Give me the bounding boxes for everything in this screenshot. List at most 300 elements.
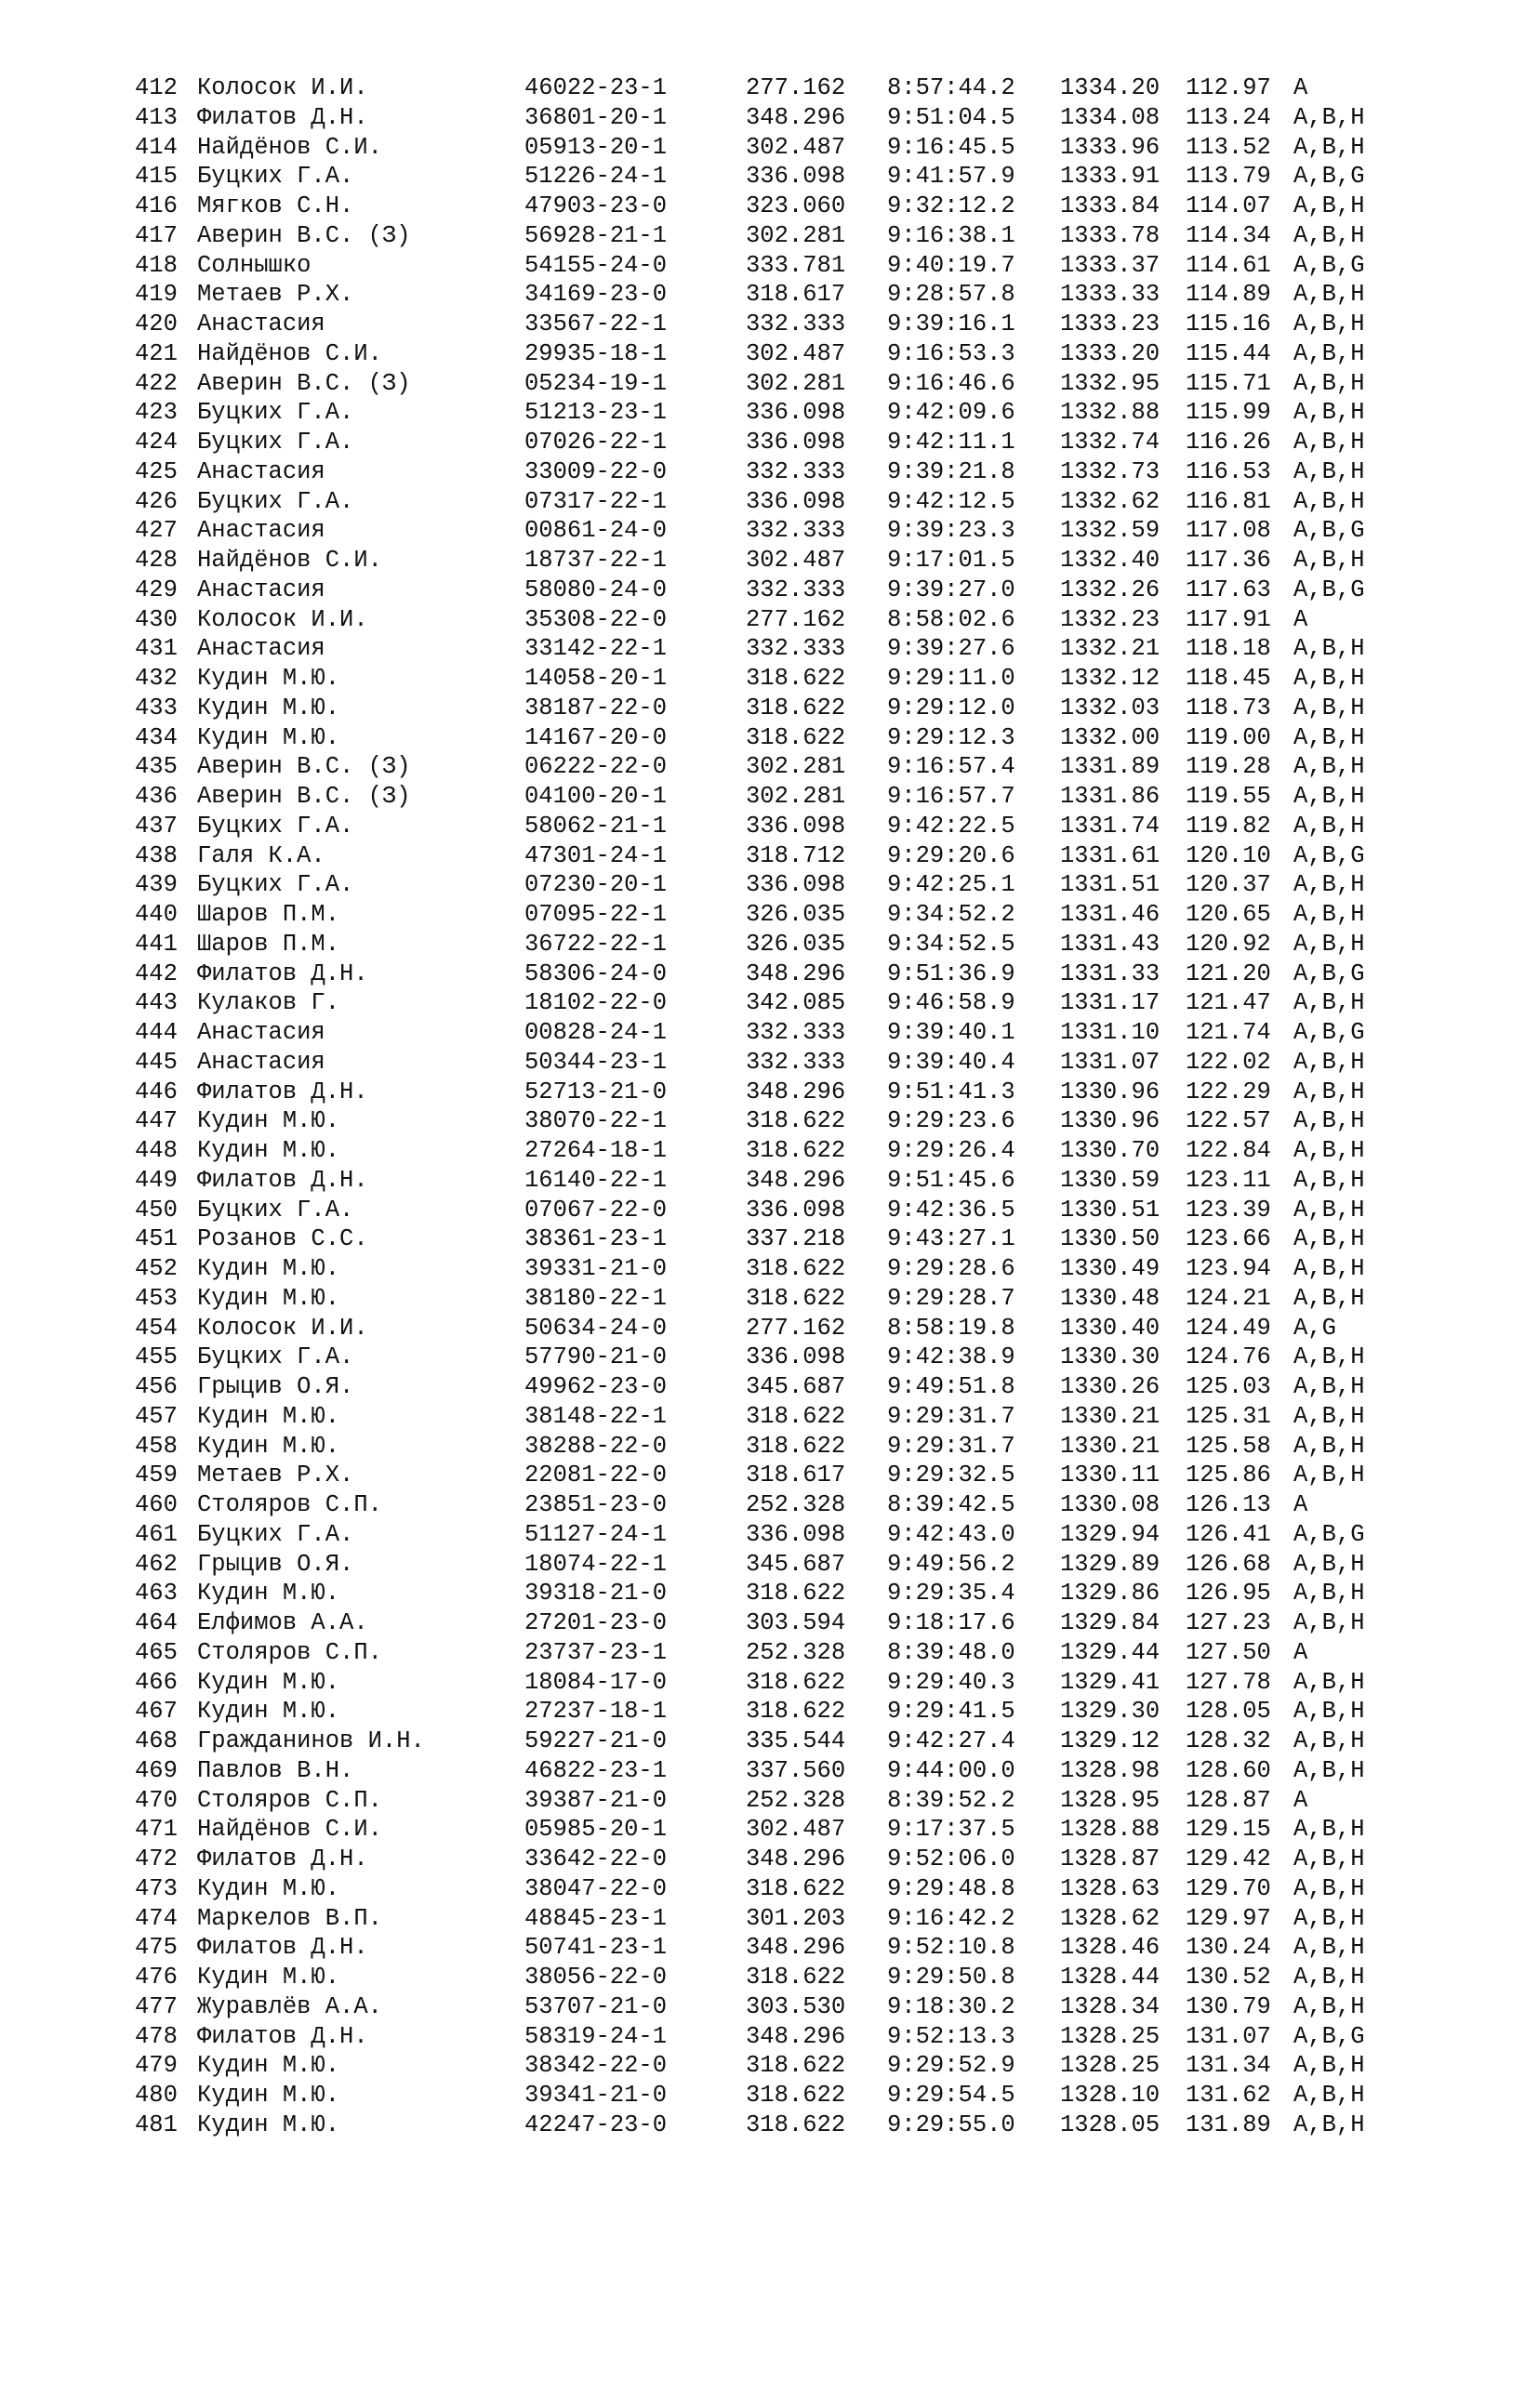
- speed-value: 1330.48: [1060, 1284, 1160, 1312]
- distance-value: 277.162: [746, 1314, 846, 1342]
- place-number: 454: [135, 1314, 178, 1342]
- speed-value: 1332.59: [1060, 517, 1160, 545]
- place-number: 423: [135, 399, 178, 427]
- arrival-time: 9:29:28.6: [887, 1255, 1015, 1282]
- category-flags: A: [1293, 74, 1308, 101]
- fancier-name: Буцких Г.А.: [197, 812, 354, 840]
- distance-value: 348.296: [746, 1846, 846, 1872]
- category-flags: A,B,H: [1293, 1934, 1365, 1962]
- distance-value: 348.296: [746, 1166, 846, 1194]
- ring-number: 49962-23-0: [524, 1373, 668, 1400]
- result-row: [0, 1638, 1308, 1668]
- coefficient-value: 113.79: [1186, 163, 1271, 191]
- coefficient-value: 125.58: [1186, 1432, 1271, 1460]
- ring-number: 36722-22-1: [524, 930, 668, 958]
- distance-value: 332.333: [746, 576, 846, 603]
- category-flags: A,B,G: [1293, 251, 1365, 279]
- ring-number: 38342-22-0: [524, 2052, 668, 2080]
- category-flags: A,B,H: [1293, 1609, 1365, 1636]
- distance-value: 318.622: [746, 1284, 846, 1312]
- ring-number: 07026-22-1: [524, 429, 668, 456]
- place-number: 471: [135, 1816, 178, 1844]
- result-row: [0, 457, 1365, 487]
- result-row: [0, 1874, 1365, 1904]
- category-flags: A,B,H: [1293, 694, 1365, 721]
- arrival-time: 9:28:57.8: [887, 281, 1015, 309]
- distance-value: 318.622: [746, 1255, 846, 1282]
- arrival-time: 9:18:30.2: [887, 1992, 1015, 2020]
- ring-number: 58062-21-1: [524, 812, 668, 840]
- result-row: [0, 428, 1365, 457]
- coefficient-value: 120.92: [1186, 930, 1271, 958]
- distance-value: 323.060: [746, 192, 846, 219]
- ring-number: 33567-22-1: [524, 311, 668, 337]
- result-row: [0, 694, 1365, 723]
- speed-value: 1332.40: [1060, 547, 1160, 574]
- distance-value: 302.487: [746, 547, 846, 574]
- place-number: 456: [135, 1373, 178, 1400]
- speed-value: 1328.62: [1060, 1904, 1160, 1932]
- place-number: 440: [135, 901, 178, 928]
- result-row: [0, 870, 1365, 900]
- fancier-name: Кудин М.Ю.: [197, 665, 340, 692]
- coefficient-value: 129.70: [1186, 1874, 1271, 1902]
- coefficient-value: 120.10: [1186, 841, 1271, 869]
- distance-value: 302.487: [746, 1816, 846, 1844]
- result-row: [0, 516, 1365, 546]
- coefficient-value: 129.42: [1186, 1846, 1271, 1872]
- speed-value: 1329.94: [1060, 1520, 1160, 1548]
- distance-value: 332.333: [746, 1048, 846, 1076]
- arrival-time: 9:29:23.6: [887, 1107, 1015, 1135]
- result-row: [0, 1520, 1365, 1550]
- category-flags: A,B,H: [1293, 1284, 1365, 1312]
- place-number: 429: [135, 576, 178, 603]
- distance-value: 318.622: [746, 1402, 846, 1430]
- place-number: 476: [135, 1964, 178, 1991]
- fancier-name: Грыцив О.Я.: [197, 1373, 354, 1400]
- speed-value: 1328.87: [1060, 1846, 1160, 1872]
- distance-value: 301.203: [746, 1904, 846, 1932]
- ring-number: 51127-24-1: [524, 1520, 668, 1548]
- result-row: [0, 1608, 1365, 1638]
- distance-value: 318.622: [746, 1698, 846, 1726]
- result-row: [0, 1904, 1365, 1934]
- place-number: 424: [135, 429, 178, 456]
- distance-value: 332.333: [746, 517, 846, 545]
- result-row: [0, 1727, 1365, 1756]
- speed-value: 1330.08: [1060, 1491, 1160, 1518]
- speed-value: 1329.12: [1060, 1727, 1160, 1754]
- category-flags: A,B,H: [1293, 339, 1365, 367]
- speed-value: 1331.43: [1060, 930, 1160, 958]
- speed-value: 1328.25: [1060, 2022, 1160, 2050]
- coefficient-value: 130.24: [1186, 1934, 1271, 1962]
- coefficient-value: 129.15: [1186, 1816, 1271, 1844]
- speed-value: 1333.91: [1060, 163, 1160, 191]
- distance-value: 345.687: [746, 1550, 846, 1578]
- ring-number: 39341-21-0: [524, 2082, 668, 2109]
- ring-number: 48845-23-1: [524, 1904, 668, 1932]
- speed-value: 1333.78: [1060, 221, 1160, 249]
- result-row: [0, 2022, 1365, 2052]
- speed-value: 1334.08: [1060, 103, 1160, 131]
- category-flags: A,B,H: [1293, 665, 1365, 692]
- arrival-time: 9:39:27.6: [887, 635, 1015, 663]
- category-flags: A,B,H: [1293, 2052, 1365, 2080]
- category-flags: A,B,G: [1293, 1019, 1365, 1046]
- fancier-name: Шаров П.М.: [197, 901, 340, 928]
- category-flags: A,B,H: [1293, 2082, 1365, 2109]
- place-number: 438: [135, 841, 178, 869]
- coefficient-value: 127.23: [1186, 1609, 1271, 1636]
- ring-number: 38047-22-0: [524, 1874, 668, 1902]
- result-row: [0, 930, 1365, 959]
- ring-number: 38361-23-1: [524, 1225, 668, 1253]
- arrival-time: 9:42:27.4: [887, 1727, 1015, 1754]
- category-flags: A,B,H: [1293, 1048, 1365, 1076]
- place-number: 477: [135, 1992, 178, 2020]
- fancier-name: Филатов Д.Н.: [197, 1846, 368, 1872]
- speed-value: 1330.30: [1060, 1343, 1160, 1371]
- fancier-name: Столяров С.П.: [197, 1491, 382, 1518]
- speed-value: 1332.88: [1060, 399, 1160, 427]
- result-row: [0, 664, 1365, 694]
- place-number: 414: [135, 133, 178, 161]
- distance-value: 302.281: [746, 753, 846, 781]
- arrival-time: 9:39:16.1: [887, 311, 1015, 337]
- result-row: [0, 1314, 1336, 1343]
- speed-value: 1328.63: [1060, 1874, 1160, 1902]
- ring-number: 04100-20-1: [524, 783, 668, 810]
- category-flags: A,B,H: [1293, 1668, 1365, 1696]
- fancier-name: Кудин М.Ю.: [197, 1580, 340, 1608]
- arrival-time: 9:44:00.0: [887, 1756, 1015, 1784]
- fancier-name: Журавлёв А.А.: [197, 1992, 382, 2020]
- coefficient-value: 126.41: [1186, 1520, 1271, 1548]
- ring-number: 07317-22-1: [524, 487, 668, 515]
- category-flags: A,B,H: [1293, 429, 1365, 456]
- category-flags: A,B,H: [1293, 1225, 1365, 1253]
- speed-value: 1332.00: [1060, 723, 1160, 751]
- coefficient-value: 125.03: [1186, 1373, 1271, 1400]
- category-flags: A,B,H: [1293, 1373, 1365, 1400]
- coefficient-value: 114.89: [1186, 281, 1271, 309]
- arrival-time: 9:18:17.6: [887, 1609, 1015, 1636]
- category-flags: A: [1293, 605, 1308, 633]
- speed-value: 1329.84: [1060, 1609, 1160, 1636]
- speed-value: 1329.41: [1060, 1668, 1160, 1696]
- category-flags: A,B,H: [1293, 1698, 1365, 1726]
- fancier-name: Кудин М.Ю.: [197, 1402, 340, 1430]
- place-number: 421: [135, 339, 178, 367]
- ring-number: 14058-20-1: [524, 665, 668, 692]
- coefficient-value: 127.50: [1186, 1638, 1271, 1666]
- coefficient-value: 118.73: [1186, 694, 1271, 721]
- place-number: 434: [135, 723, 178, 751]
- speed-value: 1328.34: [1060, 1992, 1160, 2020]
- coefficient-value: 122.29: [1186, 1078, 1271, 1105]
- speed-value: 1331.86: [1060, 783, 1160, 810]
- coefficient-value: 120.65: [1186, 901, 1271, 928]
- result-row: [0, 192, 1365, 221]
- distance-value: 302.281: [746, 783, 846, 810]
- coefficient-value: 124.49: [1186, 1314, 1271, 1342]
- place-number: 427: [135, 517, 178, 545]
- speed-value: 1328.88: [1060, 1816, 1160, 1844]
- place-number: 479: [135, 2052, 178, 2080]
- coefficient-value: 113.24: [1186, 103, 1271, 131]
- place-number: 459: [135, 1462, 178, 1489]
- place-number: 431: [135, 635, 178, 663]
- category-flags: A,B,H: [1293, 753, 1365, 781]
- coefficient-value: 125.86: [1186, 1462, 1271, 1489]
- fancier-name: Найдёнов С.И.: [197, 133, 382, 161]
- fancier-name: Филатов Д.Н.: [197, 103, 368, 131]
- arrival-time: 9:43:27.1: [887, 1225, 1015, 1253]
- ring-number: 06222-22-0: [524, 753, 668, 781]
- fancier-name: Кудин М.Ю.: [197, 1668, 340, 1696]
- fancier-name: Галя К.А.: [197, 841, 325, 869]
- place-number: 472: [135, 1846, 178, 1872]
- distance-value: 252.328: [746, 1786, 846, 1814]
- coefficient-value: 131.34: [1186, 2052, 1271, 2080]
- arrival-time: 9:39:27.0: [887, 576, 1015, 603]
- fancier-name: Анастасия: [197, 517, 325, 545]
- speed-value: 1330.70: [1060, 1137, 1160, 1164]
- result-row: [0, 1402, 1365, 1432]
- result-row: [0, 723, 1365, 753]
- category-flags: A,B,G: [1293, 1520, 1365, 1548]
- category-flags: A: [1293, 1491, 1308, 1518]
- fancier-name: Розанов С.С.: [197, 1225, 368, 1253]
- arrival-time: 9:49:56.2: [887, 1550, 1015, 1578]
- ring-number: 50741-23-1: [524, 1934, 668, 1962]
- category-flags: A,B,G: [1293, 163, 1365, 191]
- ring-number: 38288-22-0: [524, 1432, 668, 1460]
- result-row: [0, 103, 1365, 133]
- distance-value: 318.622: [746, 1964, 846, 1991]
- coefficient-value: 119.82: [1186, 812, 1271, 840]
- arrival-time: 8:39:48.0: [887, 1638, 1015, 1666]
- result-row: [0, 2051, 1365, 2081]
- place-number: 457: [135, 1402, 178, 1430]
- arrival-time: 8:58:02.6: [887, 605, 1015, 633]
- result-row: [0, 812, 1365, 841]
- fancier-name: Анастасия: [197, 1048, 325, 1076]
- arrival-time: 9:29:35.4: [887, 1580, 1015, 1608]
- place-number: 442: [135, 959, 178, 987]
- speed-value: 1331.61: [1060, 841, 1160, 869]
- arrival-time: 9:16:57.7: [887, 783, 1015, 810]
- speed-value: 1330.59: [1060, 1166, 1160, 1194]
- arrival-time: 9:49:51.8: [887, 1373, 1015, 1400]
- arrival-time: 8:58:19.8: [887, 1314, 1015, 1342]
- speed-value: 1328.98: [1060, 1756, 1160, 1784]
- fancier-name: Кудин М.Ю.: [197, 1964, 340, 1991]
- ring-number: 58080-24-0: [524, 576, 668, 603]
- ring-number: 33642-22-0: [524, 1846, 668, 1872]
- fancier-name: Кудин М.Ю.: [197, 723, 340, 751]
- place-number: 455: [135, 1343, 178, 1371]
- coefficient-value: 120.37: [1186, 871, 1271, 899]
- coefficient-value: 122.57: [1186, 1107, 1271, 1135]
- coefficient-value: 121.20: [1186, 959, 1271, 987]
- result-row: [0, 1432, 1365, 1462]
- result-row: [0, 1697, 1365, 1727]
- place-number: 463: [135, 1580, 178, 1608]
- coefficient-value: 131.89: [1186, 2110, 1271, 2138]
- category-flags: A,B,H: [1293, 1343, 1365, 1371]
- arrival-time: 9:40:19.7: [887, 251, 1015, 279]
- speed-value: 1334.20: [1060, 74, 1160, 101]
- arrival-time: 9:29:55.0: [887, 2110, 1015, 2138]
- coefficient-value: 121.47: [1186, 989, 1271, 1017]
- ring-number: 50634-24-0: [524, 1314, 668, 1342]
- distance-value: 318.622: [746, 2082, 846, 2109]
- fancier-name: Метаев Р.Х.: [197, 1462, 354, 1489]
- distance-value: 326.035: [746, 930, 846, 958]
- category-flags: A: [1293, 1786, 1308, 1814]
- distance-value: 252.328: [746, 1638, 846, 1666]
- arrival-time: 9:51:04.5: [887, 103, 1015, 131]
- coefficient-value: 118.18: [1186, 635, 1271, 663]
- category-flags: A,B,H: [1293, 369, 1365, 397]
- arrival-time: 9:42:36.5: [887, 1196, 1015, 1224]
- place-number: 480: [135, 2082, 178, 2109]
- coefficient-value: 131.07: [1186, 2022, 1271, 2050]
- fancier-name: Анастасия: [197, 1019, 325, 1046]
- result-row: [0, 1136, 1365, 1166]
- category-flags: A,B,H: [1293, 1078, 1365, 1105]
- fancier-name: Филатов Д.Н.: [197, 2022, 368, 2050]
- distance-value: 336.098: [746, 1520, 846, 1548]
- distance-value: 337.560: [746, 1756, 846, 1784]
- category-flags: A,B,H: [1293, 103, 1365, 131]
- coefficient-value: 122.84: [1186, 1137, 1271, 1164]
- arrival-time: 8:39:52.2: [887, 1786, 1015, 1814]
- arrival-time: 9:42:25.1: [887, 871, 1015, 899]
- arrival-time: 9:29:41.5: [887, 1698, 1015, 1726]
- ring-number: 23737-23-1: [524, 1638, 668, 1666]
- distance-value: 318.622: [746, 694, 846, 721]
- result-row: [0, 782, 1365, 812]
- place-number: 458: [135, 1432, 178, 1460]
- coefficient-value: 121.74: [1186, 1019, 1271, 1046]
- fancier-name: Колосок И.И.: [197, 1314, 368, 1342]
- fancier-name: Анастасия: [197, 635, 325, 663]
- category-flags: A,B,H: [1293, 930, 1365, 958]
- distance-value: 336.098: [746, 1343, 846, 1371]
- arrival-time: 9:42:09.6: [887, 399, 1015, 427]
- coefficient-value: 123.39: [1186, 1196, 1271, 1224]
- fancier-name: Анастасия: [197, 576, 325, 603]
- result-row: [0, 959, 1365, 989]
- place-number: 433: [135, 694, 178, 721]
- place-number: 417: [135, 221, 178, 249]
- ring-number: 14167-20-0: [524, 723, 668, 751]
- speed-value: 1331.33: [1060, 959, 1160, 987]
- ring-number: 07095-22-1: [524, 901, 668, 928]
- place-number: 474: [135, 1904, 178, 1932]
- result-row: [0, 2110, 1365, 2140]
- result-row: [0, 221, 1365, 251]
- coefficient-value: 115.44: [1186, 339, 1271, 367]
- ring-number: 47301-24-1: [524, 841, 668, 869]
- speed-value: 1332.23: [1060, 605, 1160, 633]
- coefficient-value: 128.87: [1186, 1786, 1271, 1814]
- arrival-time: 9:16:38.1: [887, 221, 1015, 249]
- speed-value: 1332.26: [1060, 576, 1160, 603]
- coefficient-value: 119.00: [1186, 723, 1271, 751]
- fancier-name: Кудин М.Ю.: [197, 694, 340, 721]
- fancier-name: Буцких Г.А.: [197, 1343, 354, 1371]
- ring-number: 05234-19-1: [524, 369, 668, 397]
- result-row: [0, 1078, 1365, 1107]
- distance-value: 345.687: [746, 1373, 846, 1400]
- distance-value: 318.622: [746, 665, 846, 692]
- speed-value: 1330.49: [1060, 1255, 1160, 1282]
- speed-value: 1333.96: [1060, 133, 1160, 161]
- ring-number: 18084-17-0: [524, 1668, 668, 1696]
- result-row: [0, 73, 1308, 103]
- place-number: 418: [135, 251, 178, 279]
- ring-number: 38180-22-1: [524, 1284, 668, 1312]
- ring-number: 38187-22-0: [524, 694, 668, 721]
- category-flags: A,B,H: [1293, 1196, 1365, 1224]
- arrival-time: 9:32:12.2: [887, 192, 1015, 219]
- ring-number: 35308-22-0: [524, 605, 668, 633]
- fancier-name: Гражданинов И.Н.: [197, 1727, 425, 1754]
- place-number: 435: [135, 753, 178, 781]
- place-number: 432: [135, 665, 178, 692]
- speed-value: 1332.62: [1060, 487, 1160, 515]
- result-row: [0, 1786, 1308, 1816]
- coefficient-value: 117.08: [1186, 517, 1271, 545]
- result-row: [0, 1815, 1365, 1845]
- distance-value: 348.296: [746, 103, 846, 131]
- speed-value: 1333.84: [1060, 192, 1160, 219]
- fancier-name: Кудин М.Ю.: [197, 1255, 340, 1282]
- distance-value: 318.622: [746, 1580, 846, 1608]
- ring-number: 27264-18-1: [524, 1137, 668, 1164]
- distance-value: 302.281: [746, 221, 846, 249]
- speed-value: 1329.86: [1060, 1580, 1160, 1608]
- arrival-time: 9:29:20.6: [887, 841, 1015, 869]
- ring-number: 33009-22-0: [524, 457, 668, 485]
- fancier-name: Мягков С.Н.: [197, 192, 354, 219]
- category-flags: A,B,G: [1293, 576, 1365, 603]
- place-number: 464: [135, 1609, 178, 1636]
- coefficient-value: 125.31: [1186, 1402, 1271, 1430]
- result-row: [0, 251, 1365, 281]
- category-flags: A,B,H: [1293, 2110, 1365, 2138]
- coefficient-value: 117.63: [1186, 576, 1271, 603]
- speed-value: 1331.46: [1060, 901, 1160, 928]
- speed-value: 1331.51: [1060, 871, 1160, 899]
- arrival-time: 9:51:45.6: [887, 1166, 1015, 1194]
- category-flags: A,B,H: [1293, 1462, 1365, 1489]
- coefficient-value: 123.94: [1186, 1255, 1271, 1282]
- result-row: [0, 634, 1365, 664]
- place-number: 447: [135, 1107, 178, 1135]
- fancier-name: Шаров П.М.: [197, 930, 340, 958]
- place-number: 439: [135, 871, 178, 899]
- place-number: 449: [135, 1166, 178, 1194]
- distance-value: 348.296: [746, 2022, 846, 2050]
- fancier-name: Аверин В.С. (З): [197, 369, 411, 397]
- coefficient-value: 127.78: [1186, 1668, 1271, 1696]
